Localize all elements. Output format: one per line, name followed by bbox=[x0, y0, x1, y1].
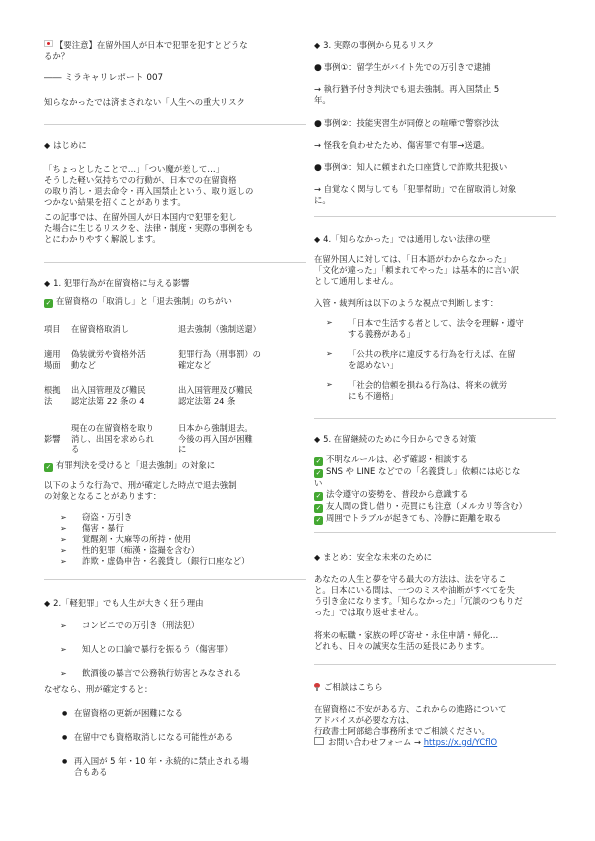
list-item: ● 在留中でも資格取消しになる可能性がある bbox=[74, 732, 233, 743]
table-cell: 偽装就労や資格外活 動など bbox=[71, 349, 146, 370]
table-cell: 出入国管理及び難民 認定法第 24 条 bbox=[178, 385, 253, 406]
check-mark-icon: ✓ bbox=[45, 463, 52, 471]
contact-form-link[interactable]: https://x.gd/YCflO bbox=[423, 736, 498, 747]
divider bbox=[44, 124, 306, 125]
arrow-bullet-icon: ➢ bbox=[60, 513, 67, 522]
list-item: ● 再入国が 5 年・10 年・永続的に禁止される場 合もある bbox=[74, 756, 249, 778]
pushpin-icon bbox=[314, 683, 320, 691]
divider bbox=[314, 418, 556, 419]
arrow-bullet-icon: ➢ bbox=[60, 546, 67, 555]
list-item: ➢ 知人との口論で暴行を振るう（傷害罪） bbox=[60, 644, 233, 654]
arrow-bullet-icon: ➢ bbox=[60, 557, 67, 566]
table-cell: 根拠 法 bbox=[44, 385, 61, 406]
arrow-bullet-icon: ➢ bbox=[326, 380, 333, 389]
section1-sub1: ✓ 在留資格の「取消し」と「退去強制」のちがい bbox=[45, 296, 232, 307]
table-row bbox=[44, 414, 284, 464]
table-cell: 退去強制（強制送還） bbox=[178, 323, 261, 334]
divider bbox=[314, 664, 556, 665]
check-mark-icon: ✓ bbox=[315, 469, 322, 477]
table-row bbox=[44, 342, 284, 378]
article-title: 【要注意】在留外国人が日本で犯罪を犯すとどうな るか？ bbox=[44, 40, 248, 61]
summary-heading: ◆ まとめ：安全な未来のために bbox=[314, 552, 433, 562]
divider bbox=[44, 579, 306, 580]
list-item: ✓ 不明なルールは、必ず確認・相談する bbox=[315, 454, 469, 465]
tagline: 知らなかったでは済まされない「人生への重大リスク bbox=[44, 97, 245, 107]
list-item: ➢ 覚醒剤・大麻等の所持・使用 bbox=[60, 534, 191, 544]
check-mark-icon: ✓ bbox=[315, 503, 322, 512]
divider bbox=[314, 216, 556, 217]
arrow-bullet-icon: ➢ bbox=[326, 318, 333, 327]
check-mark-icon: ✓ bbox=[315, 515, 322, 524]
arrow-bullet-icon: ➢ bbox=[60, 524, 67, 533]
table-cell: 影響 bbox=[44, 433, 61, 444]
measure-list: ✓ 不明なルールは、必ず確認・相談する ✓ SNS や LINE などでの「名義貸し」依頼には応じな い ✓ 法令遵守の姿勢を、普段から意識する ✓ 友人間の貸し借り・売買にも注意（メルカリ等含む） ✓ 周囲でトラブルが起きても、冷静に距離を取る bbox=[314, 454, 556, 525]
table-row bbox=[44, 378, 284, 414]
arrow-bullet-icon: ➢ bbox=[60, 535, 67, 544]
check-mark-icon: ✓ bbox=[45, 299, 52, 307]
list-item: ➢ 「公共の秩序に違反する行為を行えば、在留 を認めない」 bbox=[326, 349, 516, 370]
case-3-result: → 自覚なく関与しても「犯罪幇助」で在留取消し対象 に。 bbox=[314, 184, 517, 205]
comparison-table bbox=[44, 316, 284, 464]
table-row bbox=[44, 316, 284, 342]
intro-paragraph-2: この記事では、在留外国人が日本国内で犯罪を犯し た場合に生じるリスクを、法律・制度・実際の事例をも とにわかりやすく解説します。 bbox=[44, 212, 254, 244]
table-cell: 項目 bbox=[44, 323, 61, 334]
mail-icon bbox=[314, 737, 324, 745]
consult-heading: ご相談はこちら bbox=[314, 682, 556, 693]
summary-paragraph-1: あなたの人生と夢を守る最大の方法は、法を守るこ と。日本にいる間は、一つのミスや油断がすべてを失 う引き金になります。「知らなかった」「冗談のつもりだ った」では取り返せません。 bbox=[314, 574, 523, 617]
list-item: ✓ 友人間の貸し借り・売買にも注意（メルカリ等含む） bbox=[315, 500, 527, 512]
table-cell: 現在の在留資格を取り 消し、出国を求められ る bbox=[71, 422, 154, 455]
list-item: ➢ 性的犯罪（痴漢・盗撮を含む） bbox=[60, 545, 200, 555]
table-cell: 適用 場面 bbox=[44, 349, 61, 370]
section1-heading: ◆ 1. 犯罪行為が在留資格に与える影響 bbox=[44, 278, 190, 288]
intro-paragraph-1: 「ちょっとしたことで…」「つい魔が差して…」 そうした軽い気持ちでの行動が、日本での在留資格 の取り消し・退去命令・再入国禁止という、取り返しの つかない結果を招くことがあります。 bbox=[44, 164, 254, 207]
case-2-result: → 怪我を負わせたため、傷害罪で有罪→送還。 bbox=[314, 140, 490, 150]
diamond-icon: ◆ bbox=[44, 599, 51, 608]
divider bbox=[44, 262, 306, 263]
arrow-bullet-icon: ➢ bbox=[60, 621, 67, 630]
report-label: ―― ミラキャリレポート 007 bbox=[44, 73, 164, 83]
list-item: ✓ 周囲でトラブルが起きても、冷静に距離を取る bbox=[315, 512, 502, 524]
consult-paragraph: 在留資格に不安がある方、これからの進路について アドバイスが必要な方は、 行政書士阿部総合事務所までご相談ください。 お問い合わせフォーム → https://x.gd/YCflO bbox=[314, 704, 556, 748]
table-cell: 在留資格取消し bbox=[71, 323, 130, 334]
diamond-icon: ◆ bbox=[314, 41, 321, 50]
list-item: ➢ 傷害・暴行 bbox=[60, 523, 124, 533]
divider bbox=[314, 532, 556, 533]
table-cell: 犯罪行為（刑事罰）の 確定など bbox=[178, 349, 261, 370]
summary-paragraph-2: 将来の転職・家族の呼び寄せ・永住申請・帰化… どれも、日々の誠実な生活の延長にあります。 bbox=[314, 630, 499, 651]
list-item: ➢ 飲酒後の暴言で公務執行妨害とみなされる bbox=[60, 668, 242, 678]
diamond-icon: ◆ bbox=[314, 235, 321, 244]
section3-heading: ◆ 3. 実際の事例から見るリスク bbox=[314, 40, 435, 50]
bullet-dot-icon: ● bbox=[314, 119, 322, 129]
section4-heading: ◆ 4.「知らなかった」では通用しない法律の壁 bbox=[314, 234, 491, 244]
diamond-icon: ◆ bbox=[314, 435, 321, 444]
table-cell: 出入国管理及び難民 認定法第 22 条の 4 bbox=[71, 385, 146, 406]
list-item: ● 在留資格の更新が困難になる bbox=[74, 708, 183, 719]
case-1-result: → 執行猶予付き判決でも退去強制。再入国禁止 5 年。 bbox=[314, 84, 500, 105]
because-line: なぜなら、刑が確定すると: bbox=[44, 684, 148, 694]
case-2-title: ● 事例②：技能実習生が同僚との喧嘩で警察沙汰 bbox=[314, 118, 499, 129]
list-item: ➢ 窃盗・万引き bbox=[60, 512, 133, 522]
list-item: ➢ 詐欺・虚偽申告・名義貸し（銀行口座など） bbox=[60, 556, 250, 566]
section1-sub2: ✓ 有罪判決を受けると「退去強制」の対象に bbox=[45, 460, 216, 471]
list-item: ➢ コンビニでの万引き（刑法犯） bbox=[60, 620, 200, 630]
case-1-title: ● 事例①：留学生がバイト先での万引きで逮捕 bbox=[314, 62, 491, 73]
section1-paragraph: 以下のような行為で、刑が確定した時点で退去強制 の対象となることがあります： bbox=[44, 480, 237, 501]
table-cell: 日本から強制退去。 今後の再入国が困難 に bbox=[178, 422, 253, 455]
japan-flag-icon bbox=[44, 40, 53, 47]
case-3-title: ● 事例③：知人に頼まれた口座貸しで詐欺共犯扱い bbox=[314, 162, 508, 173]
intro-heading: ◆ はじめに bbox=[44, 140, 87, 150]
check-mark-icon: ✓ bbox=[315, 491, 322, 500]
list-item: ✓ 法令遵守の姿勢を、普段から意識する bbox=[315, 488, 469, 500]
list-item: ➢ 「社会的信頼を損ねる行為は、将来の就労 にも不適格」 bbox=[326, 380, 508, 401]
section4-paragraph: 在留外国人に対しては、「日本語がわからなかった」 「文化が違った」「頼まれてやった」は基本的に言い訳 として通用しません。 bbox=[314, 254, 520, 286]
contact-line: お問い合わせフォーム → https://x.gd/YCflO bbox=[314, 737, 556, 748]
diamond-icon: ◆ bbox=[44, 279, 51, 288]
diamond-icon: ◆ bbox=[314, 553, 321, 562]
diamond-icon: ◆ bbox=[44, 141, 51, 150]
bullet-dot-icon: ● bbox=[314, 163, 322, 173]
list-item: ➢ 「日本で生活する者として、法令を理解・遵守 する義務がある」 bbox=[326, 318, 524, 339]
arrow-bullet-icon: ➢ bbox=[326, 349, 333, 358]
arrow-bullet-icon: ➢ bbox=[60, 645, 67, 654]
section2-heading: ◆ 2.「軽犯罪」でも人生が大きく狂う理由 bbox=[44, 598, 204, 608]
check-mark-icon: ✓ bbox=[315, 457, 322, 465]
arrow-bullet-icon: ➢ bbox=[60, 669, 67, 678]
section5-heading: ◆ 5. 在留継続のために今日からできる対策 bbox=[314, 434, 477, 444]
list-item: ✓ SNS や LINE などでの「名義貸し」依頼には応じな bbox=[315, 466, 521, 477]
section4-lead: 入管・裁判所は以下のような視点で判断します： bbox=[314, 298, 499, 308]
bullet-dot-icon: ● bbox=[314, 63, 322, 73]
